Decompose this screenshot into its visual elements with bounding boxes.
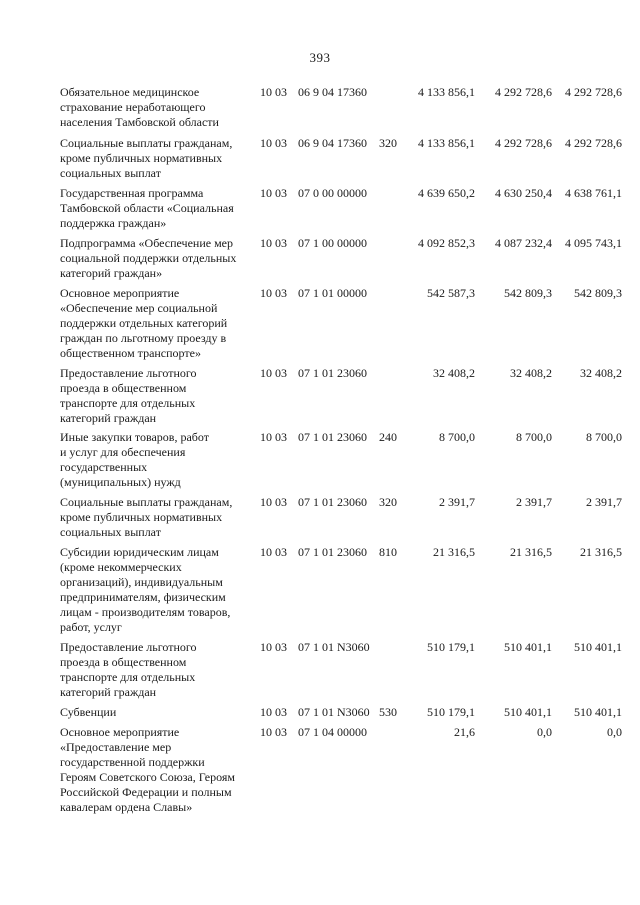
table-row <box>60 640 630 700</box>
amount-year-1: 4 092 852,3 <box>418 236 475 250</box>
amount-year-1: 510 179,1 <box>427 640 475 654</box>
amount-year-3: 8 700,0 <box>586 430 622 444</box>
row-name: Подпрограмма «Обеспечение мер социальной поддержки отдельных категорий граждан» <box>60 236 237 280</box>
row-name: Предоставление льготного проезда в общественном транспорте для отдельных категорий граждан <box>60 366 197 425</box>
row-name: Основное мероприятие «Обеспечение мер социальной поддержки отдельных категорий граждан по льготному проезду в общественном транспорте» <box>60 286 228 360</box>
amount-year-3: 510 401,1 <box>574 705 622 719</box>
page-number: 393 <box>309 50 331 65</box>
amount-year-2: 4 292 728,6 <box>495 85 552 99</box>
section-code: 10 03 <box>260 236 287 250</box>
table-row <box>60 545 630 635</box>
amount-year-1: 21 316,5 <box>433 545 475 559</box>
row-name: Социальные выплаты гражданам, кроме публичных нормативных социальных выплат <box>60 136 233 180</box>
table-row <box>60 286 630 361</box>
amount-year-1: 4 639 650,2 <box>418 186 475 200</box>
amount-year-1: 8 700,0 <box>439 430 475 444</box>
amount-year-3: 21 316,5 <box>580 545 622 559</box>
budget-table <box>60 85 630 815</box>
section-code: 10 03 <box>260 85 287 99</box>
target-article-code: 07 1 01 N3060 <box>298 640 370 654</box>
target-article-code: 07 1 00 00000 <box>298 236 367 250</box>
expense-type-code: 320 <box>379 495 397 509</box>
section-code: 10 03 <box>260 725 287 739</box>
amount-year-2: 4 087 232,4 <box>495 236 552 250</box>
amount-year-1: 510 179,1 <box>427 705 475 719</box>
amount-year-2: 2 391,7 <box>516 495 552 509</box>
amount-year-3: 542 809,3 <box>574 286 622 300</box>
amount-year-2: 542 809,3 <box>504 286 552 300</box>
amount-year-3: 32 408,2 <box>580 366 622 380</box>
amount-year-2: 510 401,1 <box>504 640 552 654</box>
expense-type-code: 810 <box>379 545 397 559</box>
row-name: Субвенции <box>60 705 117 719</box>
table-row <box>60 186 630 231</box>
amount-year-3: 4 095 743,1 <box>565 236 622 250</box>
table-row <box>60 430 630 490</box>
amount-year-1: 21,6 <box>454 725 475 739</box>
amount-year-2: 8 700,0 <box>516 430 552 444</box>
amount-year-2: 21 316,5 <box>510 545 552 559</box>
section-code: 10 03 <box>260 366 287 380</box>
table-row <box>60 495 630 540</box>
row-name: Государственная программа Тамбовской области «Социальная поддержка граждан» <box>60 186 234 230</box>
table-row <box>60 136 630 181</box>
row-name: Иные закупки товаров, работ и услуг для обеспечения государственных (муниципальных) нужд <box>60 430 209 489</box>
section-code: 10 03 <box>260 640 287 654</box>
section-code: 10 03 <box>260 705 287 719</box>
target-article-code: 07 1 04 00000 <box>298 725 367 739</box>
expense-type-code: 320 <box>379 136 397 150</box>
row-name: Предоставление льготного проезда в общественном транспорте для отдельных категорий граждан <box>60 640 197 699</box>
row-name: Обязательное медицинское страхование неработающего населения Тамбовской области <box>60 85 219 129</box>
amount-year-2: 4 630 250,4 <box>495 186 552 200</box>
section-code: 10 03 <box>260 430 287 444</box>
table-row <box>60 236 630 281</box>
amount-year-3: 4 638 761,1 <box>565 186 622 200</box>
section-code: 10 03 <box>260 286 287 300</box>
target-article-code: 07 1 01 23060 <box>298 545 367 559</box>
row-name: Основное мероприятие «Предоставление мер государственной поддержки Героям Советского Союза, Героям Российской Федерации и полным кавалерам ордена Славы» <box>60 725 235 814</box>
target-article-code: 07 1 01 00000 <box>298 286 367 300</box>
target-article-code: 06 9 04 17360 <box>298 136 367 150</box>
row-name: Социальные выплаты гражданам, кроме публичных нормативных социальных выплат <box>60 495 233 539</box>
section-code: 10 03 <box>260 495 287 509</box>
table-row <box>60 725 630 815</box>
amount-year-3: 2 391,7 <box>586 495 622 509</box>
amount-year-1: 542 587,3 <box>427 286 475 300</box>
expense-type-code: 530 <box>379 705 397 719</box>
table-row <box>60 705 630 720</box>
amount-year-1: 2 391,7 <box>439 495 475 509</box>
amount-year-2: 0,0 <box>537 725 552 739</box>
table-row <box>60 366 630 426</box>
amount-year-3: 4 292 728,6 <box>565 85 622 99</box>
amount-year-1: 4 133 856,1 <box>418 136 475 150</box>
table-row <box>60 85 630 130</box>
section-code: 10 03 <box>260 545 287 559</box>
target-article-code: 07 0 00 00000 <box>298 186 367 200</box>
amount-year-3: 510 401,1 <box>574 640 622 654</box>
row-name: Субсидии юридическим лицам (кроме некоммерческих организаций), индивидуальным предпринимателям, физическим лицам - производителям товаров, работ, услуг <box>60 545 231 634</box>
section-code: 10 03 <box>260 136 287 150</box>
amount-year-2: 32 408,2 <box>510 366 552 380</box>
amount-year-2: 4 292 728,6 <box>495 136 552 150</box>
target-article-code: 07 1 01 23060 <box>298 495 367 509</box>
target-article-code: 06 9 04 17360 <box>298 85 367 99</box>
section-code: 10 03 <box>260 186 287 200</box>
expense-type-code: 240 <box>379 430 397 444</box>
amount-year-1: 32 408,2 <box>433 366 475 380</box>
amount-year-1: 4 133 856,1 <box>418 85 475 99</box>
amount-year-3: 0,0 <box>607 725 622 739</box>
amount-year-2: 510 401,1 <box>504 705 552 719</box>
target-article-code: 07 1 01 23060 <box>298 430 367 444</box>
target-article-code: 07 1 01 23060 <box>298 366 367 380</box>
amount-year-3: 4 292 728,6 <box>565 136 622 150</box>
target-article-code: 07 1 01 N3060 <box>298 705 370 719</box>
